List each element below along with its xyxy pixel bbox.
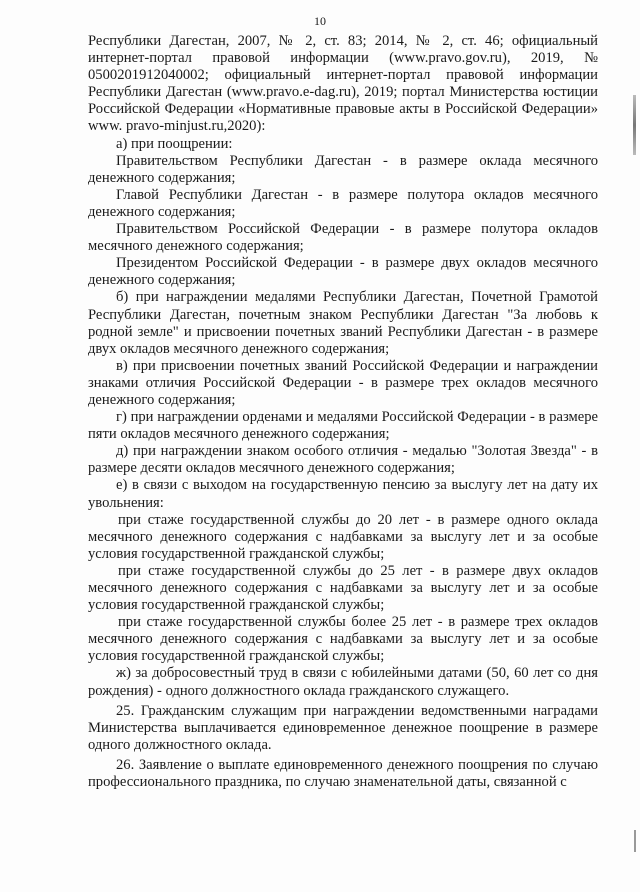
document-body <box>88 33 598 791</box>
paragraph-item-zh: ж) за добросовестный труд в связи с юбилейными датами (50, 60 лет со дня рождения) - одного должностного оклада гражданского служащего. <box>88 665 598 699</box>
paragraph-item-a: а) при поощрении: <box>116 135 233 152</box>
paragraph-government-rd: Правительством Республики Дагестан - в размере оклада месячного денежного содержания; <box>88 152 598 186</box>
paragraph-item-b: б) при награждении медалями Республики Дагестан, Почетной Грамотой Республики Дагестан, почетным знаком Республики Дагестан "За любовь к родной земле" и присвоении почетных званий Республики Дагестан - в размере двух окладов месячного денежного содержания; <box>88 289 598 357</box>
scan-edge-mark <box>633 95 636 155</box>
paragraph-clause-25: 25. Гражданским служащим при награждении ведомственными наградами Министерства выплачивается единовременное денежное поощрение в размере одного должностного оклада. <box>88 702 598 753</box>
paragraph-service-25: при стаже государственной службы до 25 лет - в размере двух окладов месячного денежного содержания с надбавками за выслугу лет и за особые условия государственной гражданской службы; <box>88 562 598 614</box>
paragraph-item-e: е) в связи с выходом на государственную пенсию за выслугу лет на дату их увольнения: <box>88 477 598 511</box>
paragraph-item-v: в) при присвоении почетных званий Российской Федерации и награждении знаками отличия Российской Федерации - в размере трех окладов месячного денежного содержания; <box>88 357 598 408</box>
paragraph-service-20: при стаже государственной службы до 20 лет - в размере одного оклада месячного денежного содержания с надбавками за выслугу лет и за особые условия государственной гражданской службы; <box>88 511 598 562</box>
paragraph-item-d: д) при награждении знаком особого отличия - медалью "Золотая Звезда" - в размере десяти окладов месячного денежного содержания; <box>88 443 598 477</box>
scan-edge-mark <box>634 830 636 852</box>
paragraph-clause-26: 26. Заявление о выплате единовременного денежного поощрения по случаю профессионального праздника, по случаю знаменательной даты, связанной с <box>88 756 598 791</box>
paragraph-service-over-25: при стаже государственной службы более 25 лет - в размере трех окладов месячного денежного содержания с надбавками за выслугу лет и за особые условия государственной гражданской службы; <box>88 614 598 665</box>
paragraph-president-rf: Президентом Российской Федерации - в размере двух окладов месячного денежного содержания; <box>88 255 598 289</box>
page-number: 10 <box>314 14 326 28</box>
paragraph-item-g: г) при награждении орденами и медалями Российской Федерации - в размере пяти окладов месячного денежного содержания; <box>88 409 598 443</box>
paragraph-government-rf: Правительством Российской Федерации - в размере полутора окладов месячного денежного содержания; <box>88 221 598 255</box>
paragraph-legal-references: Республики Дагестан, 2007, № 2, ст. 83; 2014, № 2, ст. 46; официальный интернет-портал правовой информации (www.pravo.gov.ru), 2019, № 0500201912040002; официальный интернет-портал правовой информации Республики Дагестан (www.pravo.e-dag.ru), 2019; портал Министерства юстиции Российской Федерации «Нормативные правовые акты в Российской Федерации» www. pravo-minjust.ru,2020): <box>88 33 598 135</box>
paragraph-head-rd: Главой Республики Дагестан - в размере полутора окладов месячного денежного содержания; <box>88 186 598 220</box>
